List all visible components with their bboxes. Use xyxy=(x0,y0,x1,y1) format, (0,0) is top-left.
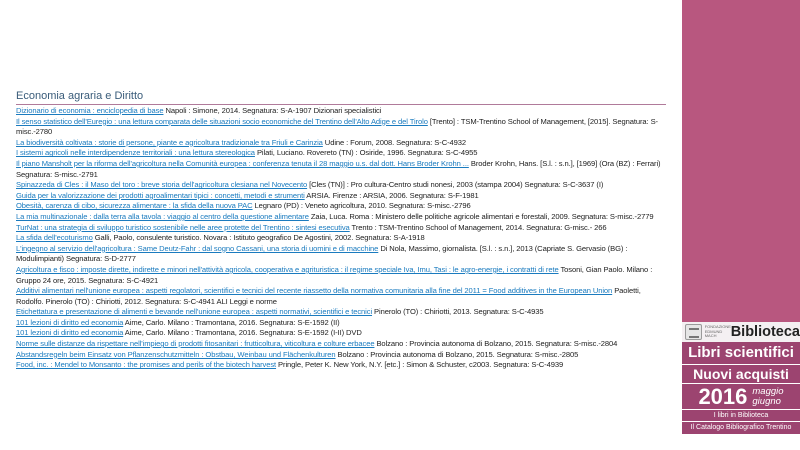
list-item xyxy=(16,233,666,244)
entry-title-link[interactable]: Il senso statistico dell'Euregio : una lettura comparata delle situazioni socio economiche del Trentino dell'Alto Adige e del Tirolo xyxy=(16,116,428,126)
entry-details: Broder Krohn, Hans. [S.l. : s.n.], [1969] (Ora (BZ) : Ferrari) Segnatura: S-misc.-2791 xyxy=(16,158,661,179)
list-item xyxy=(16,360,666,371)
entry-title-link[interactable]: Dizionario di economia : enciclopedia di base xyxy=(16,106,164,115)
entry-title-link[interactable]: I sistemi agricoli nelle interdipendenze territoriali : una lettura stereologica xyxy=(16,148,255,158)
entry-details: Pilati, Luciano. Rovereto (TN) : Osiride, 1996. Segnatura: S-C-4955 xyxy=(254,148,478,158)
list-item xyxy=(16,265,666,286)
entry-title-link[interactable]: Norme sulle distanze da rispettare nell'impiego di prodotti fitosanitari : frutticoltura, viticoltura e colture erbacee xyxy=(16,339,375,349)
sidebar-link-books[interactable]: I libri in Biblioteca xyxy=(682,410,800,421)
entry-title-link[interactable]: L'ingegno al servizio dell'agricoltura : Same Deutz-Fahr : dal sogno Cassani, una storia di uomini e di macchine xyxy=(16,243,379,253)
entry-details: Trento : TSM-Trentino School of Management, 2014. Segnatura: G-misc.- 266 xyxy=(349,222,607,232)
month-1: maggio xyxy=(752,386,784,397)
year: 2016 xyxy=(698,383,748,409)
entry-details: Napoli : Simone, 2014. Segnatura: S-A-1907 Dizionari specialistici xyxy=(163,106,382,115)
entry-title-link[interactable]: Agricoltura e fisco : imposte dirette, indirette e minori nell'attività agricola, cooperativa e agrituristica : il regime speciale Iva, Imu, Tasi : le agro-energie, i contratti di rete xyxy=(16,264,559,274)
entry-title-link[interactable]: La sfida dell'ecoturismo xyxy=(16,233,93,243)
list-item xyxy=(16,244,666,265)
entry-title-link[interactable]: Etichettatura e presentazione di alimenti e bevande nell'unione europea : aspetti normativi, scientifici e tecnici xyxy=(16,307,373,317)
months xyxy=(752,387,783,406)
sidebar-color-block xyxy=(682,0,800,322)
list-item xyxy=(16,318,666,329)
list-item xyxy=(16,350,666,361)
entry-title-link[interactable]: Obesità, carenza di cibo, sicurezza alimentare : la sfida della nuova PAC xyxy=(16,201,253,211)
library-logo-icon xyxy=(685,324,702,340)
sidebar-heading: Libri scientifici xyxy=(682,342,800,364)
sidebar xyxy=(682,0,800,450)
entry-details: [Cles (TN)] : Pro cultura-Centro studi nonesi, 2003 (stampa 2004) Segnatura: S-C-3637 (I) xyxy=(307,180,604,190)
entry-details: Pringle, Peter K. New York, N.Y. [etc.] : Simon & Schuster, c2003. Segnatura: S-C-4939 xyxy=(276,360,564,370)
entry-details: Legnaro (PD) : Veneto agricoltura, 2010. Segnatura: S-misc.-2796 xyxy=(252,201,471,211)
month-2: giugno xyxy=(752,395,781,407)
list-item xyxy=(16,339,666,350)
list-item xyxy=(16,201,666,212)
brand-row xyxy=(682,322,800,342)
entry-details: Tosoni, Gian Paolo. Milano : Gruppo 24 ore, 2015. Segnatura: S-C-4921 xyxy=(16,264,653,285)
sidebar-link-catalog[interactable]: Il Catalogo Bibliografico Trentino xyxy=(682,422,800,434)
entry-title-link[interactable]: Guida per la valorizzazione dei prodotti agroalimentari tipici : concetti, metodi e strumenti xyxy=(16,190,305,200)
entry-details: Aime, Carlo. Milano : Tramontana, 2016. Segnatura: S-E-1592 (I-II) DVD xyxy=(123,328,362,338)
date-band xyxy=(682,384,800,409)
list-item xyxy=(16,328,666,339)
entry-details: Aime, Carlo. Milano : Tramontana, 2016. Segnatura: S-E-1592 (II) xyxy=(123,317,340,327)
entry-title-link[interactable]: Food, inc. : Mendel to Monsanto : the promises and perils of the biotech harvest xyxy=(16,360,277,370)
entry-details: Zaia, Luca. Roma : Ministero delle politiche agricole alimentari e forestali, 2009. Segnatura: S-misc.-2779 xyxy=(308,211,654,221)
entry-title-link[interactable]: 101 lezioni di diritto ed economia xyxy=(16,328,124,338)
list-item xyxy=(16,307,666,318)
entry-details: Bolzano : Provincia autonoma di Bolzano, 2015. Segnatura: S-misc.-2804 xyxy=(374,339,618,349)
list-item xyxy=(16,286,666,307)
entry-title-link[interactable]: Spinazzeda di Cles : il Maso del toro : breve storia dell'agricoltura clesiana nel Novecento xyxy=(16,180,308,190)
entry-details: Udine : Forum, 2008. Segnatura: S-C-4932 xyxy=(322,137,467,147)
entry-details: Di Nola, Massimo, giornalista. [S.l. : s.n.], 2013 (Capriate S. Gervasio (BG) : Modulimpianti) Segnatura: S-D-2777 xyxy=(16,243,628,264)
entry-details: ARSIA. Firenze : ARSIA, 2006. Segnatura: S-F-1981 xyxy=(304,190,479,200)
entry-title-link[interactable]: La biodiversità coltivata : storie di persone, piante e agricoltura tradizionale tra Friuli e Carinzia xyxy=(16,137,323,147)
list-item xyxy=(16,138,666,149)
list-item xyxy=(16,106,666,117)
list-item xyxy=(16,212,666,223)
entry-details: Galli, Paolo, consulente turistico. Novara : Istituto geografico De Agostini, 2002. Segnatura: S-A-1918 xyxy=(92,233,425,243)
entry-details: Paoletti, Rodolfo. Pinerolo (TO) : Chiriotti, 2012. Segnatura: S-C-4941 ALI Leggi e norme xyxy=(16,286,641,306)
entry-details: [Trento] : TSM-Trentino School of Management, [2015]. Segnatura: S-misc.-2780 xyxy=(16,116,658,137)
list-item xyxy=(16,148,666,159)
entry-details: Pinerolo (TO) : Chiriotti, 2013. Segnatura: S-C-4935 xyxy=(372,307,544,317)
list-item xyxy=(16,117,666,138)
list-item xyxy=(16,180,666,191)
entry-title-link[interactable]: Abstandsregeln beim Einsatz von Pflanzenschutzmitteln : Obstbau, Weinbau und Flächenkulturen xyxy=(16,349,336,359)
list-item xyxy=(16,159,666,180)
main-content xyxy=(16,90,666,371)
entry-details: Bolzano : Provincia autonoma di Bolzano, 2015. Segnatura: S-misc.-2805 xyxy=(335,349,579,359)
entry-title-link[interactable]: Il piano Mansholt per la riforma dell'agricoltura nella Comunità europea : conferenza tenuta il 28 maggio u.s. dal dott. Hans Broder Krohn ... xyxy=(16,158,469,168)
section-title: Economia agraria e Diritto xyxy=(16,90,666,105)
entry-title-link[interactable]: TurNat : una strategia di sviluppo turistico sostenibile nelle aree protette del Trentino : sintesi esecutiva xyxy=(16,222,350,232)
entry-list xyxy=(16,106,666,371)
brand-name: Biblioteca xyxy=(730,324,800,340)
list-item xyxy=(16,191,666,202)
entry-title-link[interactable]: 101 lezioni di diritto ed economia xyxy=(16,317,124,327)
org-name: FONDAZIONE EDMUND MACH xyxy=(704,324,731,339)
entry-title-link[interactable]: Additivi alimentari nell'unione europea : aspetti regolatori, scientifici e tecnici del recente riassetto della normativa comunitaria alla fine del 2011 = Food additives in the European Union xyxy=(16,286,613,296)
sidebar-subheading: Nuovi acquisti xyxy=(682,365,800,383)
list-item xyxy=(16,223,666,234)
entry-title-link[interactable]: La mia multinazionale : dalla terra alla tavola : viaggio al centro della questione alimentare xyxy=(16,211,309,221)
